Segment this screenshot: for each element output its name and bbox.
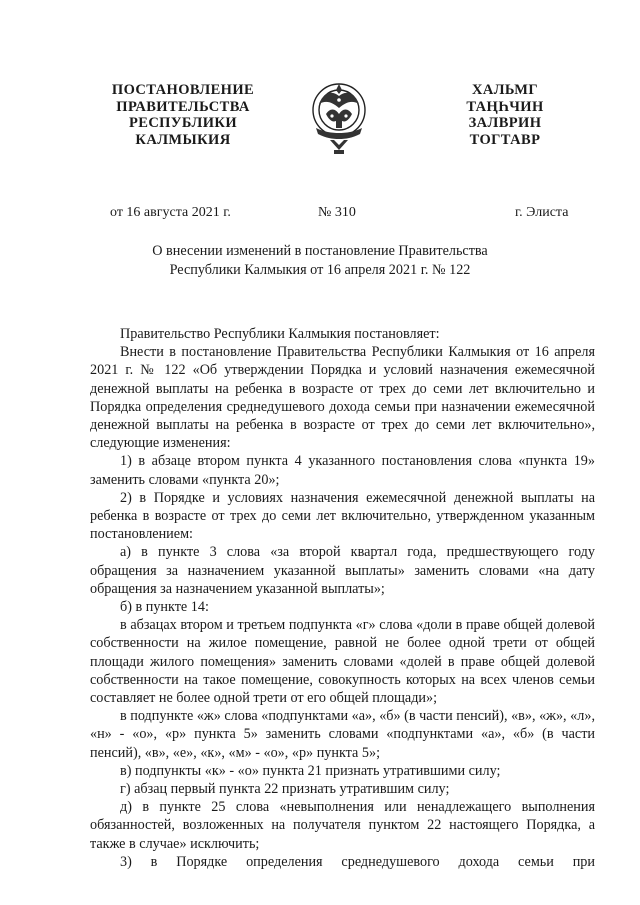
document-number: № 310 — [318, 205, 356, 220]
document-date: от 16 августа 2021 г. — [110, 205, 231, 220]
header-right-line: ТАҢҺЧИН — [466, 98, 544, 115]
body-paragraph: 1) в абзаце втором пункта 4 указанного постановления слова «пункта 19» заменить словами «пункта 20»; — [90, 453, 595, 488]
header-right-kalmyk — [440, 82, 570, 148]
document-title — [120, 242, 520, 279]
body-paragraph: в подпункте «ж» слова «подпунктами «а», «б» (в части пенсий), «в», «ж», «л», «н» - «о», «р» пункта 5» заменить словами «подпунктами «а», «б» (в части пенсий), «в», «е», «к», «м» - «о», «р» пункта 5»; — [90, 708, 595, 761]
header-right-line: ХАЛЬМГ — [471, 82, 539, 98]
body-paragraph: в) подпункты «к» - «о» пункта 21 признать утратившими силу; — [120, 762, 501, 779]
header-right-line: ЗАЛВРИН — [468, 115, 542, 131]
title-line: Республики Калмыкия от 16 апреля 2021 г. № 122 — [169, 261, 471, 278]
header-left-line: ПОСТАНОВЛЕНИЕ — [111, 82, 255, 98]
header-left-russian — [88, 82, 278, 148]
header-right-line: ТОГТАВР — [469, 131, 541, 148]
header-left-line: КАЛМЫКИЯ — [135, 131, 231, 148]
body-paragraph: а) в пункте 3 слова «за второй квартал года, предшествующего году обращения за назначением указанной выплаты» заменить словами «на дату обращения за назначением указанной выплаты»; — [90, 544, 595, 597]
body-paragraph: 3) в Порядке определения среднедушевого дохода семьи при — [120, 853, 595, 870]
kalmykia-coat-of-arms-icon — [306, 70, 372, 162]
document-city: г. Элиста — [515, 205, 569, 220]
document-body — [90, 325, 595, 871]
body-paragraph: Правительство Республики Калмыкия постановляет: — [120, 326, 440, 342]
body-paragraph: Внести в постановление Правительства Республики Калмыкия от 16 апреля 2021 г. № 122 «Об утверждении Порядка и условий назначения ежемесячной денежной выплаты на ребенка в возрасте от трех до семи лет включительно и Порядка определения среднедушевого дохода семьи при назначении ежемесячной денежной выплаты на ребенка в возрасте от трех до семи лет включительно», следующие изменения: — [90, 344, 595, 452]
body-paragraph: б) в пункте 14: — [120, 599, 209, 616]
body-paragraph: г) абзац первый пункта 22 признать утратившим силу; — [120, 781, 450, 798]
body-paragraph: д) в пункте 25 слова «невыполнения или ненадлежащего выполнения обязанностей, возложенных на получателя пунктом 22 настоящего Порядка, а также в случае» исключить; — [90, 799, 595, 852]
body-paragraph: в абзацах втором и третьем подпункта «г» слова «доли в праве общей долевой собственности на жилое помещение, равной не более одной трети от общей площади жилого помещения» заменить словами «долей в праве общей долевой собственности на такое помещение, совокупность которых на всех членов семьи составляет не более одной трети от его общей площади»; — [90, 617, 595, 707]
title-line: О внесении изменений в постановление Правительства — [152, 243, 488, 259]
header-left-line: ПРАВИТЕЛЬСТВА — [116, 98, 250, 115]
header-left-line: РЕСПУБЛИКИ — [128, 115, 238, 131]
body-paragraph: 2) в Порядке и условиях назначения ежемесячной денежной выплаты на ребенка в возрасте от трех до семи лет включительно, утвержденном указанным постановлением: — [90, 489, 595, 543]
